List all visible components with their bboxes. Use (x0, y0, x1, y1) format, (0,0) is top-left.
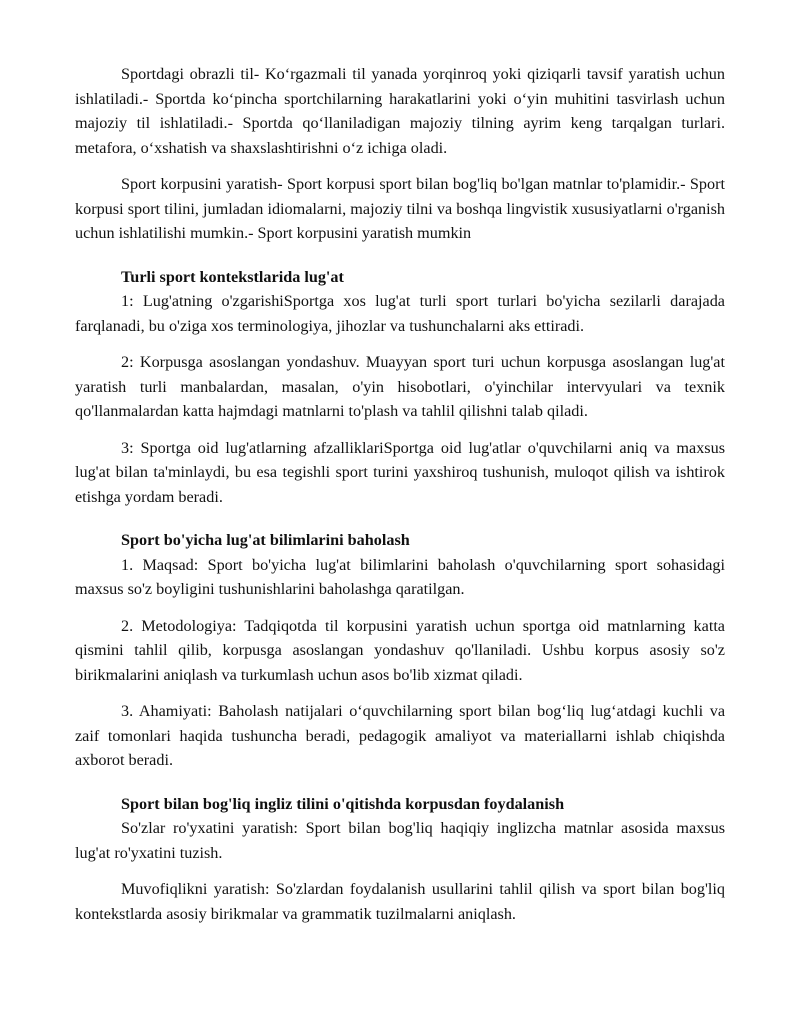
document-page (75, 62, 725, 926)
paragraph-sport-corpus: Sport korpusini yaratish- Sport korpusi sport bilan bog'liq bo'lgan matnlar to'plamidir.- Sport korpusi sport tilini, jumladan idiomalarni, majoziy tilni va boshqa lingvistik xususiyatlarni o'rganish uchun ishlatilishi mumkin.- Sport korpusini yaratish mumkin (75, 175, 725, 242)
paragraph-purpose: 1. Maqsad: Sport bo'yicha lug'at bilimlarini baholash o'quvchilarning sport sohasidagi maxsus so'z boyligini tushunishlarini baholashga qaratilgan. (75, 555, 725, 598)
heading-vocabulary-contexts: Turli sport kontekstlarida lug'at (121, 267, 344, 286)
paragraph-corpus-approach: 2: Korpusga asoslangan yondashuv. Muayyan sport turi uchun korpusga asoslangan lug'at yaratish turli manbalardan, masalan, o'yin hisobotlari, o'yinchilar intervyulari va texnik qo'llanmalardan katta hajmdagi matnlarni to'plash va tahlil qilishni talab qiladi. (75, 353, 725, 420)
paragraph-concordance: Muvofiqlikni yaratish: So'zlardan foydalanish usullarini tahlil qilish va sport bilan bog'liq kontekstlarda asosiy birikmalar va grammatik tuzilmalarni aniqlash. (75, 880, 725, 923)
paragraph-word-list: So'zlar ro'yxatini yaratish: Sport bilan bog'liq haqiqiy inglizcha matnlar asosida maxsus lug'at ro'yxatini tuzish. (75, 819, 725, 862)
heading-corpus-in-teaching: Sport bilan bog'liq ingliz tilini o'qitishda korpusdan foydalanish (121, 794, 565, 813)
paragraph-dictionary-benefits: 3: Sportga oid lug'atlarning afzalliklariSportga oid lug'atlar o'quvchilarni aniq va maxsus lug'at bilan ta'minlaydi, bu esa tegishli sport turini yaxshiroq tushunish, muloqot qilish va ishtirok etishga yordam beradi. (75, 438, 725, 506)
paragraph-methodology: 2. Metodologiya: Tadqiqotda til korpusini yaratish uchun sportga oid matnlarning katta qismini tahlil qilib, korpusga asoslangan yondashuv qo'llaniladi. Ushbu korpus asosiy so'z birikmalarini aniqlash va turkumlash uchun asos bo'lib xizmat qiladi. (75, 616, 725, 684)
paragraph-vocabulary-variation: 1: Lug'atning o'zgarishiSportga xos lug'at turli sport turlari bo'yicha sezilarli darajada farqlanadi, bu o'ziga xos terminologiya, jihozlar va tushunchalarni aks ettiradi. (75, 292, 725, 335)
heading-vocabulary-assessment: Sport bo'yicha lug'at bilimlarini baholash (121, 531, 410, 549)
paragraph-significance: 3. Ahamiyati: Baholash natijalari o‘quvchilarning sport bilan bog‘liq lug‘atdagi kuchli va zaif tomonlari haqida tushuncha beradi, pedagogik amaliyot va materiallarni ishlab chiqishda axborot beradi. (75, 702, 725, 769)
paragraph-figurative-language: Sportdagi obrazli til- Ko‘rgazmali til yanada yorqinroq yoki qiziqarli tavsif yaratish uchun ishlatiladi.- Sportda ko‘pincha sportchilarning harakatlarini yoki o‘yin muhitini tasvirlash uchun majoziy til ishlatiladi.- Sportda qo‘llaniladigan majoziy tilning ayrim keng tarqalgan turlari. metafora, o‘xshatish va shaxslashtirishni o‘z ichiga oladi. (75, 65, 725, 157)
